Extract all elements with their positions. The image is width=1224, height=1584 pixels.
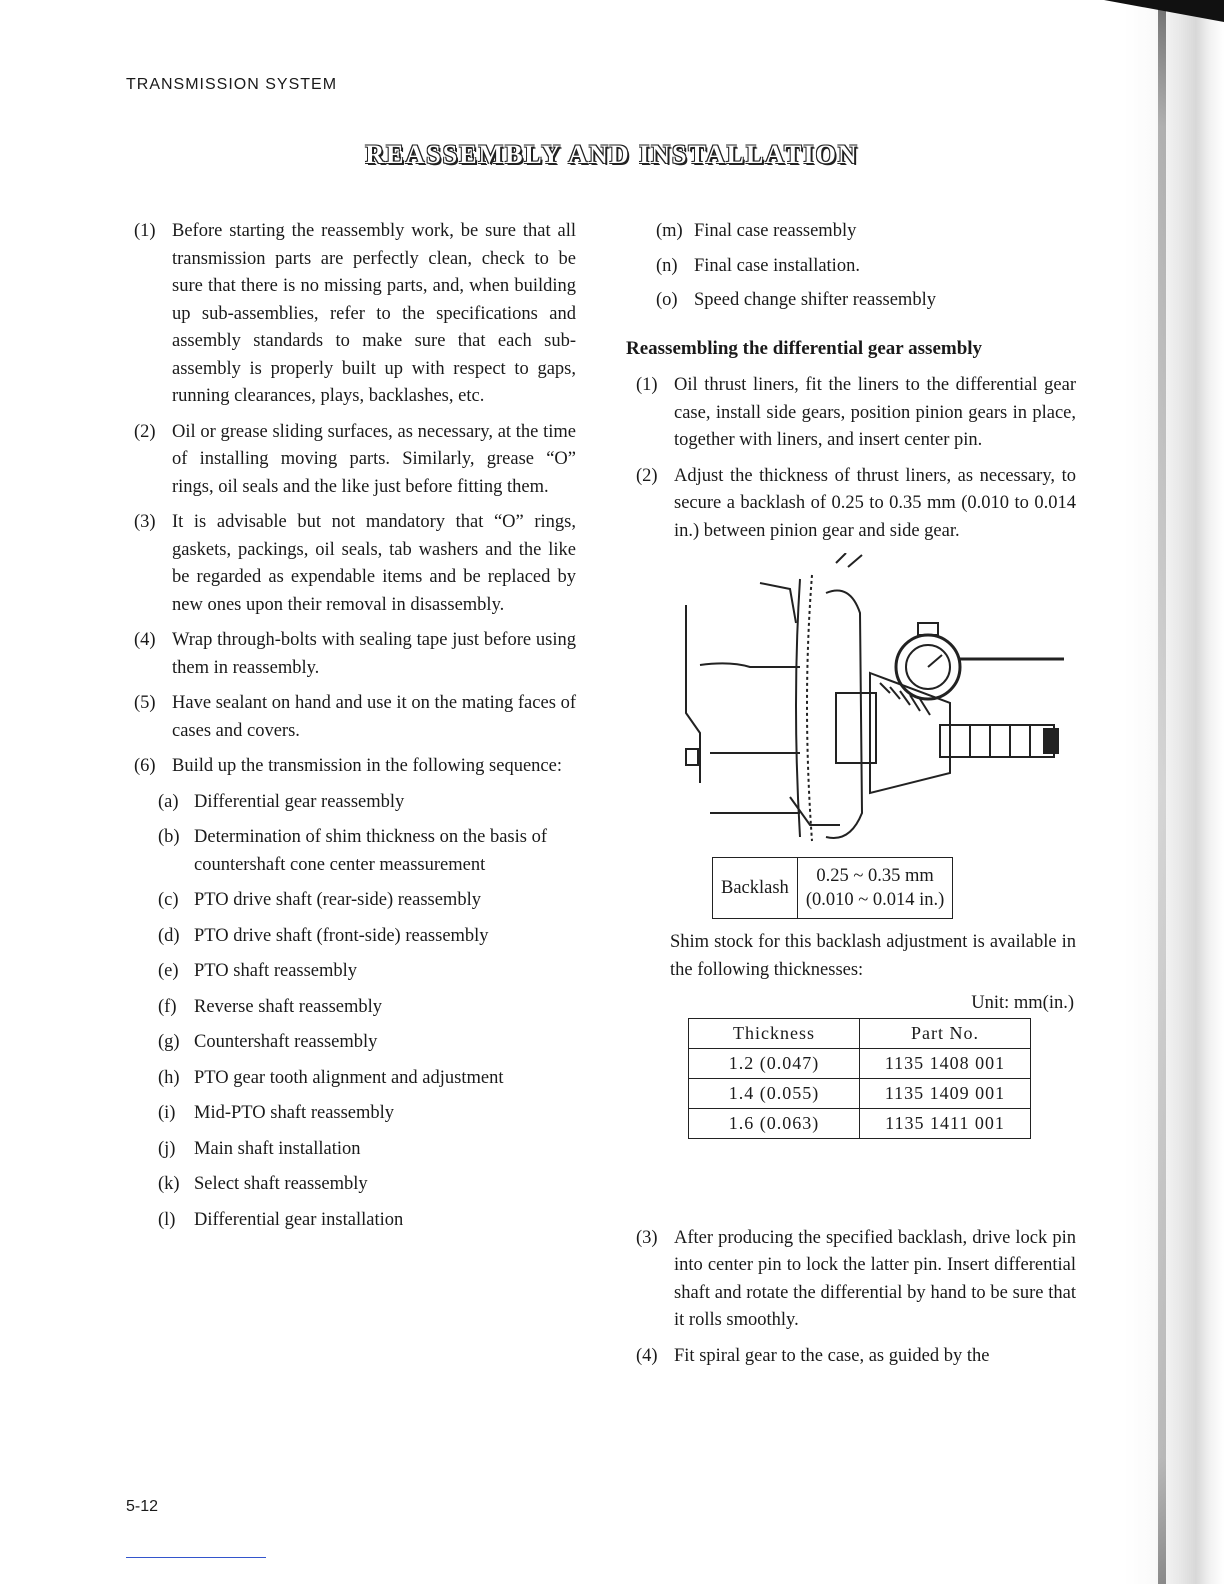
table-row xyxy=(689,1078,1031,1108)
item-text: Oil or grease sliding surfaces, as necessary, at the time of installing moving parts. Similarly, grease “O” rings, oil seals and the like just before fitting them. xyxy=(172,421,576,497)
sequence-letter: (e) xyxy=(158,961,179,981)
item-text: Before starting the reassembly work, be sure that all transmission parts are perfectly clean, check to be sure that there is no missing parts, and, when building up sub-assemblies, refer to the specifications and assembly standards to make sure that each sub-assembly is properly built up with respect to gaps, running clearances, plays, backlashes, etc. xyxy=(172,221,576,406)
right-column xyxy=(626,218,1076,1378)
sequence-item-b xyxy=(158,824,576,879)
case-upper-edge xyxy=(700,663,800,667)
sequence-letter: (f) xyxy=(158,996,177,1017)
sequence-text: Mid-PTO shaft reassembly xyxy=(194,1103,395,1123)
sequence-item-d xyxy=(158,923,576,951)
differential-shaft xyxy=(940,725,1054,757)
pinion-gear xyxy=(870,673,950,793)
item-text: It is advisable but not mandatory that “O” rings, gaskets, packings, oil seals, tab washers and the like be regarded as expendable items and be replaced by new ones upon their removal in disassembly. xyxy=(172,512,576,615)
general-item-5 xyxy=(134,690,576,745)
section-heading: Reassembling the differential gear assembly xyxy=(626,337,983,359)
item-number: (1) xyxy=(134,221,156,241)
sequence-text: Final case reassembly xyxy=(694,221,857,241)
sequence-text: Main shaft installation xyxy=(194,1138,361,1159)
housing-lines xyxy=(836,553,862,567)
dial-gauge-needle xyxy=(928,655,942,667)
sequence-text: PTO shaft reassembly xyxy=(194,961,358,981)
step-number: (4) xyxy=(636,1345,658,1366)
sequence-item-i xyxy=(158,1100,576,1128)
page-title: REASSEMBLY AND INSTALLATION xyxy=(365,140,859,169)
item-number: (2) xyxy=(134,421,156,442)
sequence-letter: (l) xyxy=(158,1209,176,1230)
sequence-item-k xyxy=(158,1171,576,1199)
sequence-letter: (a) xyxy=(158,791,179,812)
shim-part-no: 1135 1409 001 xyxy=(860,1078,1031,1108)
case-stud xyxy=(686,749,698,765)
sequence-letter: (d) xyxy=(158,925,180,946)
sequence-text: Final case installation. xyxy=(694,255,860,276)
sequence-letter: (j) xyxy=(158,1138,176,1159)
table-row xyxy=(689,1108,1031,1138)
step-number: (3) xyxy=(636,1227,658,1248)
shim-table-header xyxy=(689,1018,1031,1048)
sequence-text: Determination of shim thickness on the basis of countershaft cone center meassurement xyxy=(194,827,547,875)
step-text: Adjust the thickness of thrust liners, as necessary, to secure a backlash of 0.25 to 0.35 mm (0.010 to 0.014 in.) between pinion gear and side gear. xyxy=(674,465,1076,541)
step-number: (1) xyxy=(636,375,658,395)
page-binding-corner xyxy=(1104,0,1224,22)
backlash-in: (0.010 ~ 0.014 in.) xyxy=(805,890,945,910)
diff-step-2 xyxy=(636,463,1076,546)
sequence-text: PTO drive shaft (rear-side) reassembly xyxy=(194,890,481,910)
shim-thickness: 1.2 (0.047) xyxy=(689,1048,860,1078)
sequence-letter: (b) xyxy=(158,827,180,847)
shim-thickness: 1.6 (0.063) xyxy=(689,1108,860,1138)
case-top-rib xyxy=(760,583,796,623)
item-number: (5) xyxy=(134,693,156,713)
item-text: Have sealant on hand and use it on the mating faces of cases and covers. xyxy=(172,693,576,741)
diff-step-3 xyxy=(636,1225,1076,1335)
step-number: (2) xyxy=(636,465,658,486)
sequence-letter: (g) xyxy=(158,1032,180,1052)
page-binding-edge xyxy=(1158,0,1166,1584)
diff-step-1 xyxy=(636,372,1076,455)
sequence-text: Select shaft reassembly xyxy=(194,1174,368,1194)
shim-stock-text: Shim stock for this backlash adjustment is available in the following thicknesses: xyxy=(670,932,1076,980)
shim-part-no: 1135 1411 001 xyxy=(860,1108,1031,1138)
sequence-item-e xyxy=(158,958,576,986)
sequence-item-f xyxy=(158,994,576,1022)
header-part-no: Part No. xyxy=(860,1018,1031,1048)
sequence-text: PTO drive shaft (front-side) reassembly xyxy=(194,925,489,946)
sequence-item-o xyxy=(656,287,1076,315)
sequence-letter: (o) xyxy=(656,290,678,310)
gear-housing xyxy=(826,591,862,839)
sequence-letter: (i) xyxy=(158,1103,176,1123)
sequence-item-n xyxy=(656,253,1076,281)
item-text: Wrap through-bolts with sealing tape just before using them in reassembly. xyxy=(172,630,576,678)
general-item-2 xyxy=(134,419,576,502)
table-row xyxy=(689,1048,1031,1078)
sequence-item-g xyxy=(158,1029,576,1057)
page-number: 5-12 xyxy=(126,1498,159,1515)
shim-part-no: 1135 1408 001 xyxy=(860,1048,1031,1078)
differential-backlash-figure xyxy=(650,553,1064,849)
shim-table xyxy=(688,1018,1031,1139)
sequence-text: PTO gear tooth alignment and adjustment xyxy=(194,1067,504,1088)
ring-gear-front xyxy=(807,575,812,841)
sequence-text: Speed change shifter reassembly xyxy=(694,290,936,310)
item-number: (3) xyxy=(134,512,156,532)
running-header: TRANSMISSION SYSTEM xyxy=(126,76,338,93)
sequence-text: Differential gear installation xyxy=(194,1209,404,1230)
sequence-text: Reverse shaft reassembly xyxy=(194,996,383,1017)
header-thickness: Thickness xyxy=(689,1018,860,1048)
backlash-label: Backlash xyxy=(713,858,798,919)
sequence-item-l xyxy=(158,1207,576,1235)
general-item-6 xyxy=(134,753,576,781)
sequence-text: Countershaft reassembly xyxy=(194,1032,378,1052)
shaft-splines xyxy=(950,725,1030,757)
page-binding-shadow xyxy=(1124,0,1224,1584)
sequence-letter: (h) xyxy=(158,1067,180,1088)
sequence-item-a xyxy=(158,789,576,817)
step-text: Fit spiral gear to the case, as guided by the xyxy=(674,1345,990,1366)
footer-rule xyxy=(126,1557,266,1558)
backlash-mm: 0.25 ~ 0.35 mm xyxy=(816,866,934,886)
dial-gauge-stem xyxy=(918,623,938,635)
sequence-letter: (c) xyxy=(158,890,179,910)
step-text: After producing the specified backlash, drive lock pin into center pin to lock the latter pin. Insert differential shaft and rotate the differential by hand to be sure that it rolls smoothly. xyxy=(674,1227,1076,1330)
sequence-letter: (k) xyxy=(158,1174,180,1194)
ring-gear-back xyxy=(796,579,800,837)
shim-unit-label: Unit: mm(in.) xyxy=(971,993,1074,1013)
shaft-end xyxy=(1044,729,1058,753)
sequence-text: Differential gear reassembly xyxy=(194,791,405,812)
sequence-item-c xyxy=(158,887,576,915)
left-column xyxy=(134,218,576,1242)
step-text: Oil thrust liners, fit the liners to the differential gear case, install side gears, position pinion gears in place, together with liners, and insert center pin. xyxy=(674,375,1076,450)
sequence-item-j xyxy=(158,1136,576,1164)
sequence-item-h xyxy=(158,1065,576,1093)
general-item-4 xyxy=(134,627,576,682)
backlash-table xyxy=(712,857,953,919)
backlash-value xyxy=(797,858,952,919)
item-number: (4) xyxy=(134,630,156,650)
general-item-1 xyxy=(134,218,576,411)
sequence-letter: (n) xyxy=(656,255,678,276)
item-number: (6) xyxy=(134,756,156,776)
sequence-letter: (m) xyxy=(656,221,683,241)
sequence-item-m xyxy=(656,218,1076,246)
spacer xyxy=(626,1139,1076,1225)
item-text: Build up the transmission in the following sequence: xyxy=(172,756,562,776)
general-item-3 xyxy=(134,509,576,619)
diff-step-4 xyxy=(636,1343,1076,1371)
shim-thickness: 1.4 (0.055) xyxy=(689,1078,860,1108)
